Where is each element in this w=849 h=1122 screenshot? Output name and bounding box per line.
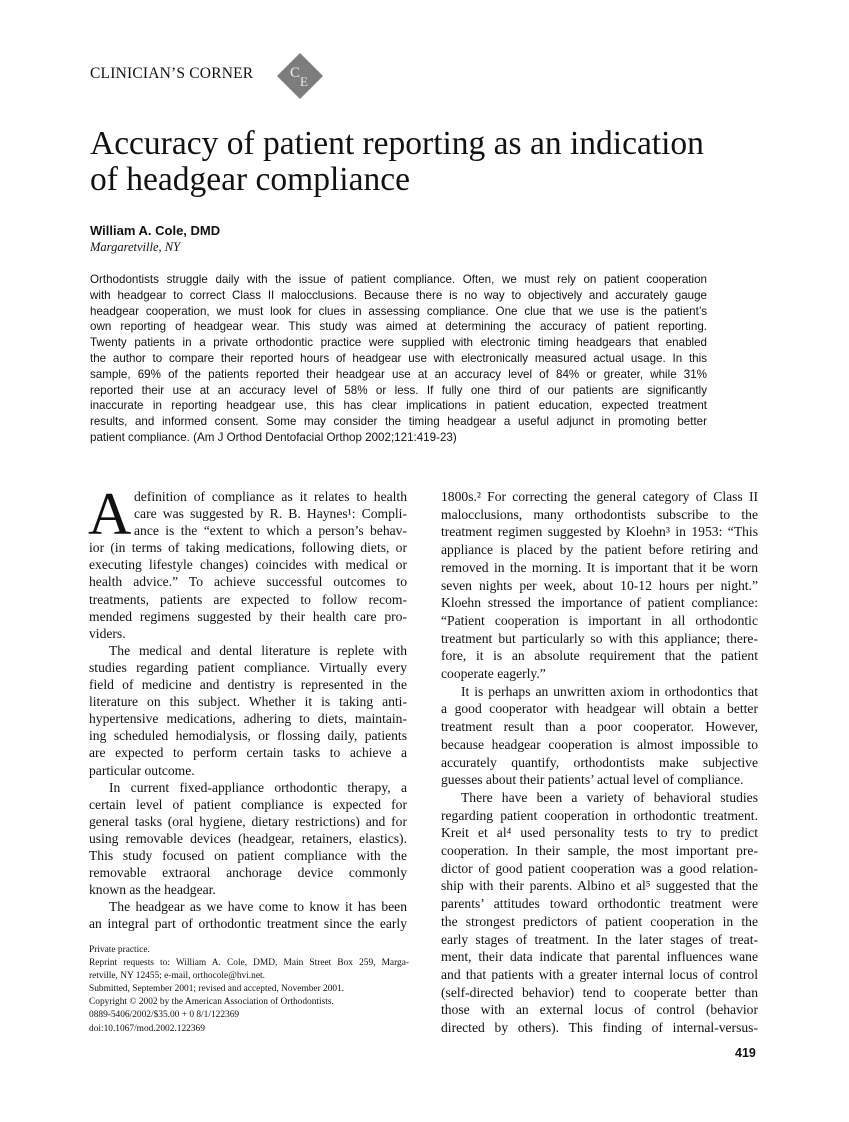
page-number: 419: [735, 1046, 756, 1060]
text-line: literature on this subject. Whether it is taking anti-: [89, 694, 407, 710]
text-line: mended regimens suggested by their health care pro-: [89, 608, 407, 624]
text-line: known as the headgear.: [89, 882, 216, 898]
text-line: studies regarding patient compliance. Virtually every: [89, 659, 407, 675]
ce-logo-icon: [277, 53, 323, 99]
text-line: executing lifestyle changes) coincides with medical or: [89, 557, 407, 573]
text-line: care was suggested by R. B. Haynes¹: Compli-: [134, 506, 407, 522]
text-line: with headgear to correct Class II malocclusions. Because there is no way to objectively and accurately gauge: [90, 288, 707, 302]
author: William A. Cole, DMD: [90, 223, 221, 238]
text-line: headgear cooperation, we must look for clues in assessing compliance. One clue that we use is the patient’s: [90, 304, 707, 318]
svg-text:E: E: [300, 74, 308, 89]
text-line: “Patient cooperation is important in all orthodontic: [441, 612, 758, 628]
text-line: results, and informed consent. Some may consider the timing headgear a useful adjunct in promoting better: [90, 415, 707, 429]
text-line: malocclusions, many orthodontists subscribe to the: [441, 506, 758, 522]
text-line: an integral part of orthodontic treatment since the early: [89, 916, 407, 932]
text-line: inaccurate in reporting headgear use, this has clear implications in patient education, expected treatment: [90, 399, 707, 413]
abstract: [90, 272, 707, 446]
text-line: are expected to perform certain tasks to achieve a: [89, 745, 407, 761]
text-line: ing scheduled hemodialysis, or flossing daily, patients: [89, 728, 407, 744]
text-line: fore, it is an absolute requirement that the patient: [441, 648, 758, 664]
text-line: early stages of treatment. In the later stages of treat-: [441, 931, 758, 947]
drop-cap: A: [88, 481, 132, 547]
text-line: sample, 69% of the patients reported their headgear use at an accuracy level of 84% or greater, while 31%: [90, 367, 707, 381]
text-line: guesses about their patients’ actual level of compliance.: [441, 772, 744, 788]
text-line: ment, their data indicate that parental influences wane: [441, 949, 758, 965]
text-line: It is perhaps an unwritten axiom in orthodontics that: [461, 683, 758, 699]
footnotes: [89, 944, 409, 1036]
text-line: appliance is placed by the patient before retiring and: [441, 542, 758, 558]
text-line: using removable devices (headgear, retainers, elastics).: [89, 830, 407, 846]
text-line: 1800s.² For correcting the general category of Class II: [441, 489, 758, 504]
text-line: cooperation. In their sample, the most important pre-: [441, 843, 758, 859]
title-line: Accuracy of patient reporting as an indication: [90, 125, 704, 162]
text-line: field of medicine and dentistry is represented in the: [89, 677, 407, 693]
text-line: viders.: [89, 625, 126, 641]
text-line: reported their use at an accuracy level of 58% or less. If fully one third of our patients are significantly: [90, 383, 707, 397]
left-column: [88, 481, 407, 932]
text-line: treatment but particularly so with this appliance; there-: [441, 630, 758, 646]
footnote-line: 0889-5406/2002/$35.00 + 0 8/1/122369: [89, 1010, 240, 1021]
text-line: ship with their parents. Albino et al⁵ suggested that the: [441, 878, 758, 894]
text-line: own reporting of headgear wear. This study was aimed at determining the accuracy of patient reporting.: [90, 320, 707, 334]
text-line: hypertensive medications, adhering to diets, maintain-: [89, 711, 407, 727]
text-line: Twenty patients in a private orthodontic practice were supplied with electronic timing headgears that enabled: [90, 336, 707, 350]
text-line: In current fixed-appliance orthodontic therapy, a: [109, 779, 407, 795]
footnote-line: retville, NY 12455; e-mail, orthocole@hvi.net.: [89, 971, 265, 982]
text-line: ior (in terms of taking medications, following diets, or: [89, 540, 407, 556]
text-line: (self-directed behavior) tend to cooperate better than: [441, 984, 758, 1000]
text-line: treatment regimen suggested by Kloehn³ in 1953: “This: [441, 524, 758, 540]
footnote-line: Private practice.: [89, 945, 150, 955]
text-line: Kloehn stressed the importance of patient compliance:: [441, 595, 758, 611]
text-line: removable extraoral anchorage device commonly: [89, 865, 407, 881]
footnote-line: Copyright © 2002 by the American Association of Orthodontists.: [89, 997, 334, 1008]
text-line: Kreit et al⁴ used personality tests to try to predict: [441, 825, 758, 841]
text-line: the author to compare their reported hours of headgear use with electronically measured actual usage. In this: [90, 351, 707, 365]
affiliation: Margaretville, NY: [90, 240, 181, 254]
text-line: The headgear as we have come to know it has been: [109, 899, 407, 915]
svg-text:C: C: [290, 65, 301, 81]
text-line: regarding patient cooperation in orthodontic treatment.: [441, 807, 758, 823]
text-line: treatments, patients are expected to follow recom-: [89, 591, 407, 607]
section-label: CLINICIAN’S CORNER: [90, 65, 254, 82]
article-title: [90, 126, 790, 198]
footnote-line: doi:10.1067/mod.2002.122369: [89, 1023, 205, 1034]
text-line: directed by others). This finding of internal-versus-: [441, 1020, 758, 1036]
text-line: dictor of good patient cooperation was a good relation-: [441, 860, 758, 876]
footnote-line: Submitted, September 2001; revised and accepted, November 2001.: [89, 984, 345, 995]
text-line: Orthodontists struggle daily with the issue of patient compliance. Often, we must rely on patient cooperation: [90, 273, 707, 286]
text-line: There have been a variety of behavioral studies: [461, 789, 758, 805]
text-line: the strongest predictors of patient cooperation in the: [441, 913, 758, 929]
text-line: certain level of patient compliance is expected for: [89, 796, 407, 812]
text-line: ance is the “extent to which a person’s behav-: [134, 523, 407, 539]
text-line: treatment result than a poor cooperator. However,: [441, 719, 758, 735]
text-line: The medical and dental literature is replete with: [109, 642, 407, 658]
text-line: seven nights per week, about 10-12 hours per night.”: [441, 577, 758, 593]
right-column: [441, 488, 758, 1037]
text-line: removed in the morning. It is important that it be worn: [441, 559, 758, 575]
text-line: accurately quantify, orthodontists make subjective: [441, 754, 758, 770]
text-line: patient compliance. (Am J Orthod Dentofacial Orthop 2002;121:419-23): [90, 430, 457, 444]
text-line: general tasks (oral hygiene, dietary restrictions) and for: [89, 813, 407, 829]
text-line: definition of compliance as it relates to health: [134, 489, 407, 504]
text-line: cooperate eagerly.”: [441, 666, 546, 682]
text-line: those with an external locus of control (behavior: [441, 1002, 758, 1018]
text-line: because headgear cooperation is almost impossible to: [441, 736, 758, 752]
text-line: This study focused on patient compliance with the: [89, 847, 407, 863]
text-line: and that patients with a greater internal locus of control: [441, 966, 758, 982]
text-line: particular outcome.: [89, 762, 195, 778]
text-line: a good cooperator with headgear will obtain a better: [441, 701, 758, 717]
text-line: health advice.” To achieve successful outcomes to: [89, 574, 407, 590]
footnote-line: Reprint requests to: William A. Cole, DMD, Main Street Box 259, Marga-: [89, 958, 409, 969]
text-line: parents’ attitudes toward orthodontic treatment were: [441, 896, 758, 912]
title-line: of headgear compliance: [90, 161, 410, 198]
